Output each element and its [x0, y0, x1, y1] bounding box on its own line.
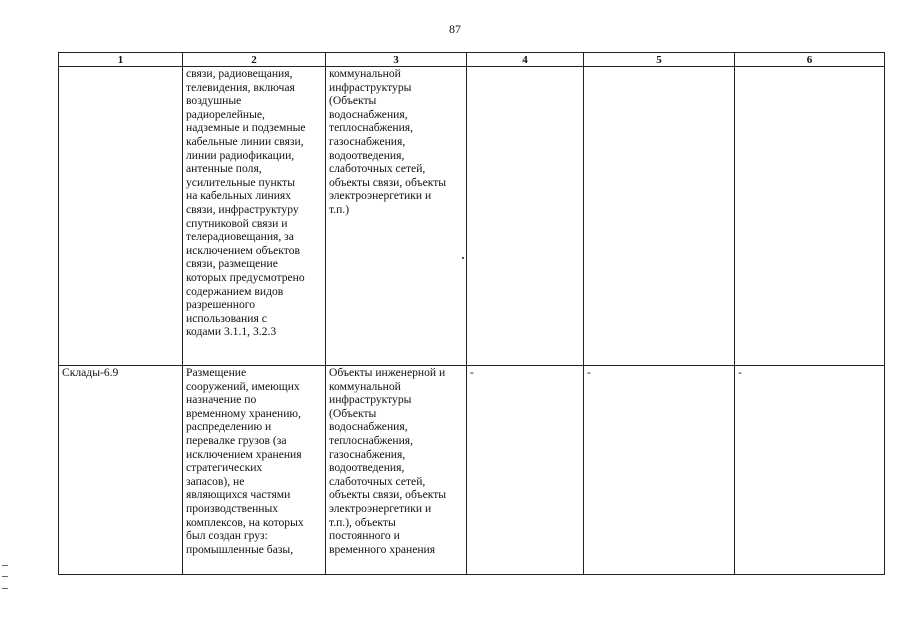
- table-row: [59, 366, 885, 575]
- row-2-col-6-dash: -: [735, 366, 885, 575]
- column-header-6: 6: [735, 53, 885, 67]
- row-1-infrastructure-objects: коммунальной инфраструктуры (Объекты водоснабжения, теплоснабжения, газоснабжения, водоотведения, слаботочных сетей, объекты связи, объекты электроэнергетики и т.п.): [326, 67, 467, 366]
- column-header-4: 4: [467, 53, 584, 67]
- row-1-col-1-cell: [59, 67, 183, 366]
- column-header-2: 2: [183, 53, 326, 67]
- row-2-use-type-code: Склады-6.9: [59, 366, 183, 575]
- table-header-row: [59, 53, 885, 67]
- row-1-col-6-cell: [735, 67, 885, 366]
- row-2-col-4-dash: -: [467, 366, 584, 575]
- scan-speck: [462, 257, 464, 259]
- column-header-5: 5: [584, 53, 735, 67]
- row-2-infrastructure-objects: Объекты инженерной и коммунальной инфраструктуры (Объекты водоснабжения, теплоснабжения, газоснабжения, водоотведения, слаботочных сетей, объекты связи, объекты электроэнергетики и т.п.), объекты постоянного и временного хранения: [326, 366, 467, 575]
- row-2-permitted-use-description: Размещение сооружений, имеющих назначение по временному хранению, распределению и перевалке грузов (за исключением хранения стратегических запасов), не являющихся частями производственных комплексов, на которых был создан груз: промышленные базы,: [183, 366, 326, 575]
- row-2-col-5-dash: -: [584, 366, 735, 575]
- table-row: [59, 67, 885, 366]
- row-1-permitted-use-description: связи, радиовещания, телевидения, включая воздушные радиорелейные, надземные и подземные кабельные линии связи, линии радиофикации, антенные поля, усилительные пункты на кабельных линиях связи, инфраструктуру спутниковой связи и телерадиовещания, за исключением объектов связи, размещение которых предусмотрено содержанием видов разрешенного использования с кодами 3.1.1, 3.2.3: [183, 67, 326, 366]
- column-header-3: 3: [326, 53, 467, 67]
- binding-margin-mark: [2, 565, 8, 589]
- row-1-col-5-cell: [584, 67, 735, 366]
- regulation-table: [58, 52, 885, 575]
- page-number: 87: [449, 22, 461, 36]
- column-header-1: 1: [59, 53, 183, 67]
- row-1-col-4-cell: [467, 67, 584, 366]
